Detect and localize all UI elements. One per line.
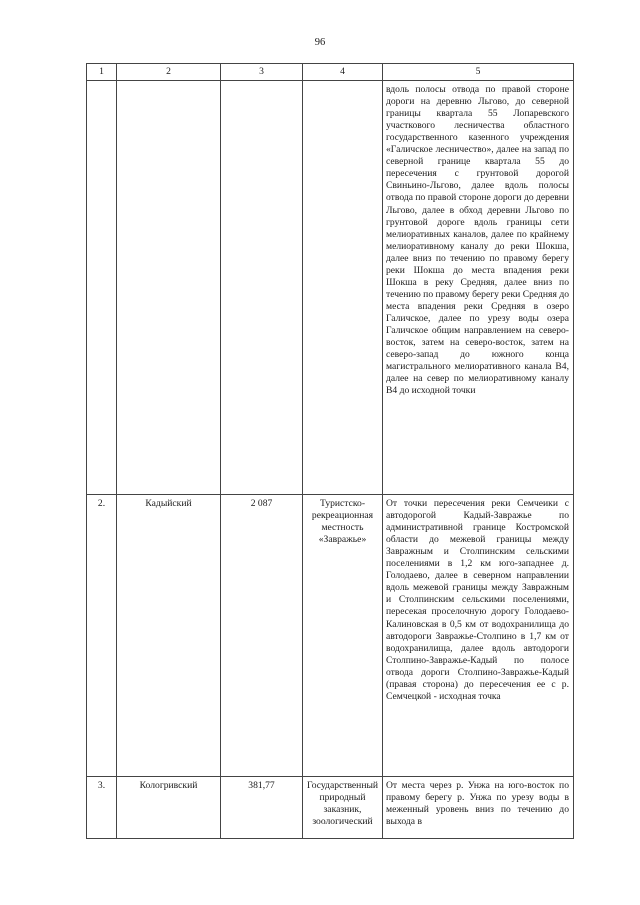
territory-type: Туристско-рекреационная местность «Завражье» xyxy=(303,495,383,777)
row-number: 3. xyxy=(87,777,117,839)
area-value xyxy=(221,81,303,495)
territory-table xyxy=(86,63,574,839)
table-header-row xyxy=(87,64,574,81)
boundary-description: От места через р. Унжа на юго-восток по правому берегу р. Унжа по урезу воды в меженный уровень вниз по течению до выхода в xyxy=(383,777,574,839)
table-row xyxy=(87,81,574,495)
column-header: 2 xyxy=(117,64,221,81)
column-header: 1 xyxy=(87,64,117,81)
district-name: Кологривский xyxy=(117,777,221,839)
row-number xyxy=(87,81,117,495)
district-name: Кадыйский xyxy=(117,495,221,777)
territory-type: Государственный природный заказник, зоологический xyxy=(303,777,383,839)
row-number: 2. xyxy=(87,495,117,777)
area-value: 2 087 xyxy=(221,495,303,777)
boundary-description: От точки пересечения реки Семчеики с автодорогой Кадый-Завражье по административной границе Костромской области до межевой границы между Завражным и Столпинским сельскими поселениями в 1,2 км юго-западнее д. Голодаево, далее в северном направлении вдоль межевой границы между Завражным и Столпинским сельскими поселениями, пересекая проселочную дорогу Голодаево-Калиновская в 0,5 км от водохранилища до автодороги Завражье-Столпино в 1,7 км от водохранилища, далее вдоль автодороги Столпино-Завражье-Кадый по полосе отвода дороги Столпино-Завражье-Кадый (правая сторона) до пересечения ее с р. Семчецкой - исходная точка xyxy=(383,495,574,777)
column-header: 5 xyxy=(383,64,574,81)
territory-type xyxy=(303,81,383,495)
column-header: 4 xyxy=(303,64,383,81)
district-name xyxy=(117,81,221,495)
page-number: 96 xyxy=(314,37,326,48)
boundary-description: вдоль полосы отвода по правой стороне дороги на деревню Льгово, до северной границы квартала 55 Лопаревского участкового лесничества областного государственного казенного учреждения «Галичское лесничество», далее на запад по северной границе квартала 55 до пересечения с грунтовой дорогой Свиньино-Льгово, далее вдоль полосы отвода по правой стороне дороги до деревни Льгово, далее в обход деревни Льгово по грунтовой дороге вдоль границы сети мелиоративных каналов, далее по крайнему мелиоративному каналу до реки Шокша, далее вниз по течению по правому берегу реки Шокша до места впадения реки Шокша в реку Средняя, далее вниз по течению по правому берегу реки Средняя до места впадения реки Средняя в озеро Галичское, далее по урезу воды озера Галичское общим направлением на северо-восток, затем на северо-восток, затем на северо-запад до южного конца магистрального мелиоративного канала В4, далее на север по мелиоративному каналу В4 до исходной точки xyxy=(383,81,574,495)
column-header: 3 xyxy=(221,64,303,81)
table-row xyxy=(87,495,574,777)
table-row xyxy=(87,777,574,839)
area-value: 381,77 xyxy=(221,777,303,839)
